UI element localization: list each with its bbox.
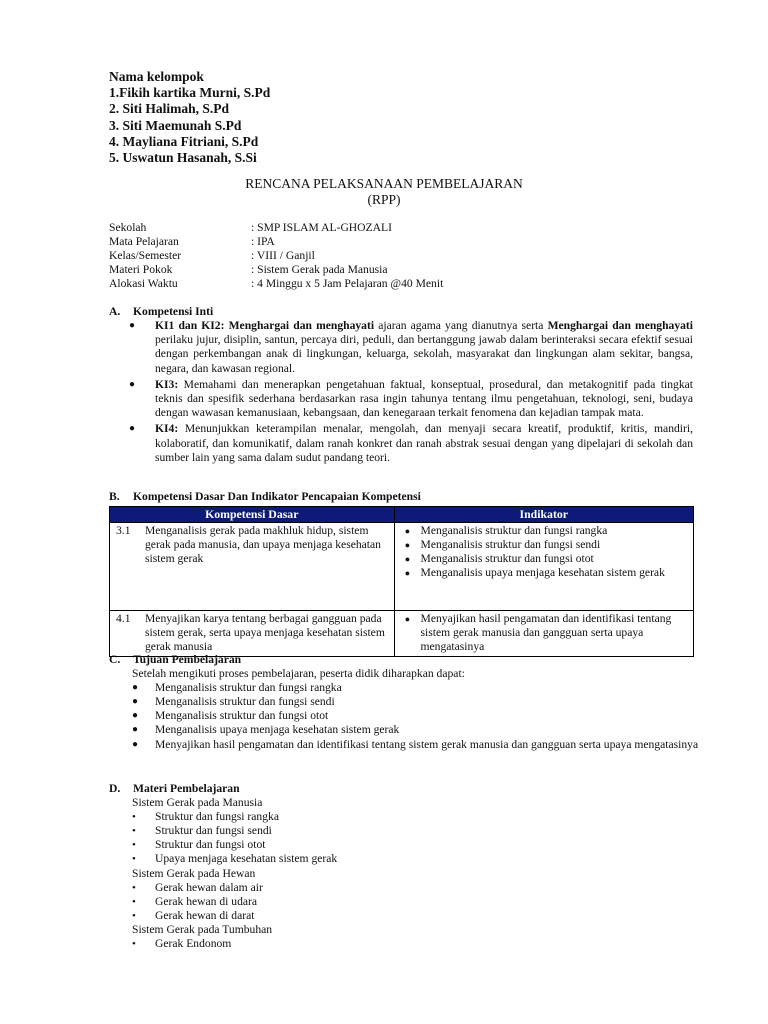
group-member: 2. Siti Halimah, S.Pd bbox=[109, 101, 230, 117]
kd-cell bbox=[110, 611, 395, 657]
list-item: ● Menganalisis struktur dan fungsi sendi bbox=[132, 695, 335, 709]
info-value: : SMP ISLAM AL-GHOZALI bbox=[251, 221, 392, 234]
bullet-icon: • bbox=[132, 881, 136, 894]
group-member: 5. Uswatun Hasanah, S.Si bbox=[109, 150, 257, 166]
list-item: ● Menganalisis upaya menjaga kesehatan sistem gerak bbox=[395, 566, 689, 580]
ki-item bbox=[109, 378, 693, 421]
list-item: • Struktur dan fungsi otot bbox=[132, 838, 266, 852]
tujuan-list bbox=[132, 667, 699, 752]
list-item: ● Menganalisis struktur dan fungsi otot bbox=[395, 552, 689, 566]
info-key: Materi Pokok bbox=[109, 263, 173, 276]
bullet-icon: • bbox=[132, 811, 136, 824]
list-item: • Upaya menjaga kesehatan sistem gerak bbox=[132, 852, 338, 866]
bullet-icon: ● bbox=[128, 320, 136, 331]
list-item: ● Menyajikan hasil pengamatan dan identifikasi tentang sistem gerak manusia dan gangguan serta upaya mengatasinya bbox=[132, 737, 699, 751]
ki-item bbox=[109, 422, 693, 465]
bullet-icon: ● bbox=[132, 724, 139, 736]
info-value: : Sistem Gerak pada Manusia bbox=[251, 263, 388, 276]
group-block bbox=[109, 69, 270, 166]
info-key: Mata Pelajaran bbox=[109, 235, 179, 248]
subgroup-title: Sistem Gerak pada Tumbuhan bbox=[132, 922, 273, 936]
section-a-heading bbox=[109, 305, 213, 319]
indicator-cell bbox=[394, 611, 693, 657]
section-title: Kompetensi Dasar Dan Indikator Pencapaian Kompetensi bbox=[133, 490, 421, 503]
section-title: Materi Pembelajaran bbox=[133, 782, 240, 795]
section-letter: A. bbox=[109, 305, 121, 318]
bullet-icon: ● bbox=[132, 710, 139, 722]
ki-text: KI1 dan KI2: Menghargai dan menghayati ajaran agama yang dianutnya serta Menghargai dan menghayati perilaku jujur, disiplin, santun, percaya diri, peduli, dan bertanggung jawab dalam berinteraksi secara efektif sesuai dengan perkembangan anak di lingkungan, keluarga, sekolah, masyarakat dan lingkungan alam sekitar, bangsa, negara, dan kawasan regional. bbox=[155, 319, 694, 375]
bullet-icon: • bbox=[132, 895, 136, 908]
bullet-icon: ● bbox=[404, 554, 411, 564]
info-key: Alokasi Waktu bbox=[109, 277, 178, 290]
group-member: 1.Fikih kartika Murni, S.Pd bbox=[109, 85, 271, 101]
group-member: 3. Siti Maemunah S.Pd bbox=[109, 117, 242, 133]
bullet-icon: • bbox=[132, 909, 136, 922]
table-row bbox=[110, 523, 694, 611]
section-b-heading bbox=[109, 490, 421, 504]
ki-item bbox=[109, 319, 693, 376]
kd-text: Menyajikan karya tentang berbagai gangguan pada sistem gerak, serta upaya menjaga kesehatan sistem gerak manusia bbox=[145, 612, 385, 653]
kd-table bbox=[109, 506, 694, 657]
info-row bbox=[109, 221, 443, 235]
bullet-icon: • bbox=[132, 853, 136, 866]
list-item: • Struktur dan fungsi rangka bbox=[132, 810, 279, 824]
bullet-icon: ● bbox=[132, 682, 139, 694]
kd-number: 3.1 bbox=[116, 524, 131, 537]
kd-cell bbox=[110, 523, 395, 611]
group-title: Nama kelompok bbox=[109, 69, 204, 84]
ki-text: KI3: Memahami dan menerapkan pengetahuan faktual, konseptual, prosedural, dan metakognitif pada tingkat teknis dan spesifik sederhana berdasarkan rasa ingin tahunya tentang ilmu pengetahuan, teknologi, seni, budaya dengan wawasan kemanusiaan, kebangsaan, dan kenegaraan terkait fenomena dan kejadian tampak mata. bbox=[155, 377, 693, 420]
list-item: • Gerak hewan di udara bbox=[132, 894, 258, 908]
info-row bbox=[109, 263, 443, 277]
section-letter: D. bbox=[109, 782, 121, 795]
bullet-icon: ● bbox=[132, 696, 139, 708]
section-d bbox=[109, 782, 699, 951]
list-item: • Gerak hewan di darat bbox=[132, 908, 255, 922]
title-line-2: (RPP) bbox=[367, 192, 401, 207]
table-header: Indikator bbox=[394, 507, 693, 523]
materi-list bbox=[132, 796, 699, 951]
info-value: : 4 Minggu x 5 Jam Pelajaran @40 Menit bbox=[251, 277, 444, 290]
list-item: • Gerak hewan dalam air bbox=[132, 880, 263, 894]
list-item: ● Menganalisis struktur dan fungsi sendi bbox=[395, 538, 689, 552]
list-item: ● Menganalisis struktur dan fungsi rangka bbox=[132, 681, 342, 695]
bullet-icon: ● bbox=[132, 738, 139, 750]
section-title: Kompetensi Inti bbox=[133, 305, 214, 318]
section-title: Tujuan Pembelajaran bbox=[133, 653, 242, 666]
bullet-icon: ● bbox=[404, 526, 411, 536]
info-key: Kelas/Semester bbox=[109, 249, 182, 262]
list-item: ● Menyajikan hasil pengamatan dan identifikasi tentang sistem gerak manusia dan gangguan serta upaya mengatasinya bbox=[395, 612, 689, 653]
bullet-icon: • bbox=[132, 825, 136, 838]
list-item: ● Menganalisis struktur dan fungsi rangka bbox=[395, 524, 689, 538]
ki-text: KI4: Menunjukkan keterampilan menalar, mengolah, dan menyaji secara kreatif, produktif, kritis, mandiri, kolaboratif, dan komunikatif, dalam ranah konkret dan ranah abstrak sesuai dengan yang dipelajari di sekolah dan sumber lain yang sama dalam sudut pandang teori. bbox=[155, 422, 693, 464]
section-letter: C. bbox=[109, 653, 121, 666]
title-line-1: RENCANA PELAKSANAAN PEMBELAJARAN bbox=[245, 176, 523, 191]
section-c bbox=[109, 653, 699, 752]
bullet-icon: ● bbox=[128, 378, 136, 390]
bullet-icon: ● bbox=[128, 423, 136, 435]
list-item: ● Menganalisis upaya menjaga kesehatan sistem gerak bbox=[132, 723, 400, 737]
bullet-icon: ● bbox=[404, 614, 411, 624]
subgroup-title: Sistem Gerak pada Manusia bbox=[132, 796, 263, 810]
group-member: 4. Mayliana Fitriani, S.Pd bbox=[109, 133, 259, 149]
info-key: Sekolah bbox=[109, 221, 147, 234]
info-block bbox=[109, 221, 443, 291]
list-item: • Struktur dan fungsi sendi bbox=[132, 824, 272, 838]
indicator-cell bbox=[394, 523, 693, 611]
info-row bbox=[109, 249, 443, 263]
table-header: Kompetensi Dasar bbox=[110, 507, 395, 523]
bullet-icon: ● bbox=[404, 540, 411, 550]
info-row bbox=[109, 235, 443, 249]
info-value: : VIII / Ganjil bbox=[251, 249, 315, 262]
kompetensi-inti-list bbox=[109, 319, 693, 467]
bullet-icon: • bbox=[132, 938, 136, 951]
section-letter: B. bbox=[109, 490, 120, 503]
subgroup-title: Sistem Gerak pada Hewan bbox=[132, 866, 256, 880]
kd-number: 4.1 bbox=[116, 612, 131, 625]
table-header-row bbox=[110, 507, 694, 523]
section-intro: Setelah mengikuti proses pembelajaran, peserta didik diharapkan dapat: bbox=[132, 667, 465, 681]
info-value: : IPA bbox=[251, 235, 275, 248]
list-item: ● Menganalisis struktur dan fungsi otot bbox=[132, 709, 329, 723]
bullet-icon: ● bbox=[404, 568, 411, 578]
bullet-icon: • bbox=[132, 839, 136, 852]
kd-text: Menganalisis gerak pada makhluk hidup, sistem gerak pada manusia, dan upaya menjaga kesehatan sistem gerak bbox=[145, 524, 381, 565]
document-title bbox=[0, 176, 768, 208]
list-item: • Gerak Endonom bbox=[132, 937, 232, 951]
table-row bbox=[110, 611, 694, 657]
info-row bbox=[109, 277, 443, 291]
